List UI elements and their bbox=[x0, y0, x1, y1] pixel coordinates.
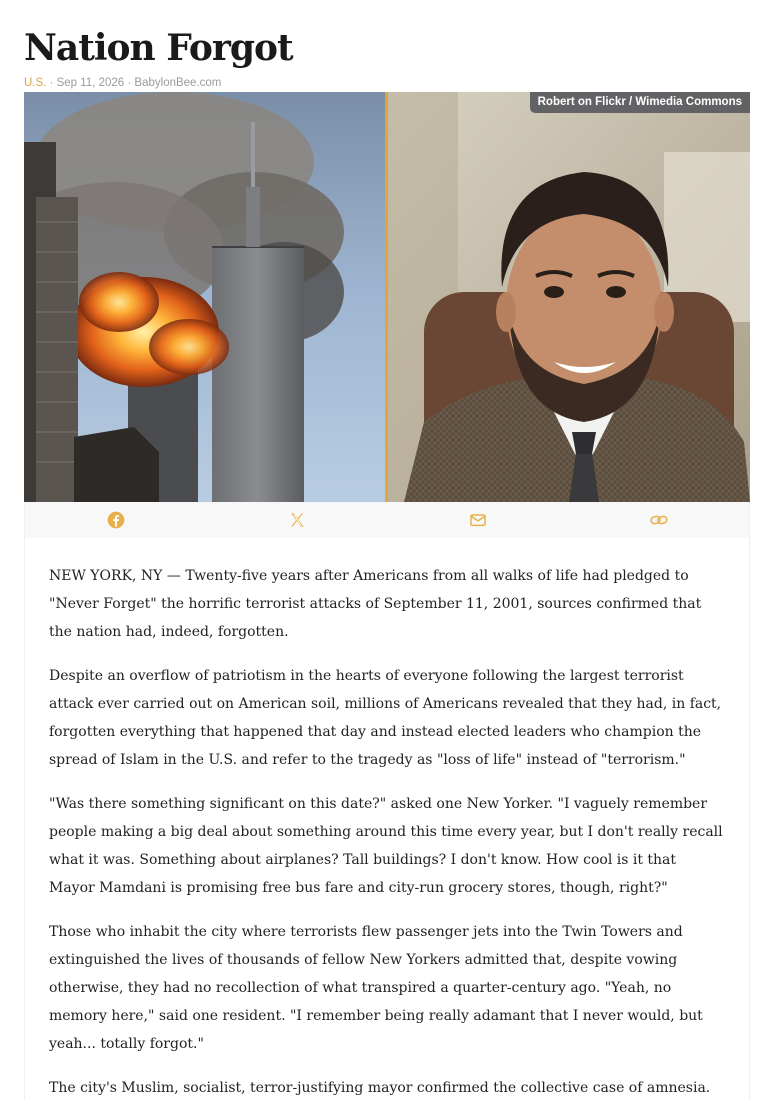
source-name: BabylonBee.com bbox=[134, 77, 222, 89]
hero-image-graphic bbox=[24, 92, 750, 502]
share-bar bbox=[24, 502, 750, 538]
portrait-photo bbox=[388, 92, 750, 502]
publish-date: Sep 11, 2026 bbox=[56, 77, 125, 89]
article-paragraph: NEW YORK, NY — Twenty-five years after Americans from all walks of life had pledged to "Never Forget" the horrific terrorist attacks of September 11, 2001, sources confirmed that the nation had, indeed, forgotten. bbox=[49, 568, 702, 640]
twin-towers-photo bbox=[24, 92, 386, 502]
article-paragraph: The city's Muslim, socialist, terror-justifying mayor confirmed the collective case of amnesia. bbox=[49, 1080, 711, 1096]
share-copy-link-button[interactable] bbox=[568, 502, 749, 538]
article-body bbox=[24, 538, 750, 1100]
link-icon bbox=[649, 510, 669, 530]
mail-icon bbox=[468, 510, 488, 530]
article-paragraph: "Was there something significant on this date?" asked one New Yorker. "I vaguely remember people making a big deal about something around this time every year, but I don't really recall what it was. Something about airplanes? Tall buildings? I don't know. How cool is it that Mayor Mamdani is promising free bus fare and city-run grocery stores, though, right?" bbox=[49, 796, 723, 896]
share-x-button[interactable] bbox=[206, 502, 387, 538]
image-credit[interactable]: Robert on Flickr / Wimedia Commons bbox=[530, 92, 750, 113]
meta-separator: · bbox=[46, 77, 57, 89]
meta-separator: · bbox=[124, 77, 135, 89]
article-meta bbox=[24, 77, 221, 89]
x-icon bbox=[287, 510, 307, 530]
share-email-button[interactable] bbox=[387, 502, 568, 538]
category-link[interactable]: U.S. bbox=[24, 77, 47, 89]
facebook-icon bbox=[106, 510, 126, 530]
hero-image bbox=[24, 92, 750, 502]
article-paragraph: Those who inhabit the city where terrorists flew passenger jets into the Twin Towers and extinguished the lives of thousands of fellow New Yorkers admitted that, despite vowing otherwise, they had no recollection of what transpired a quarter-century ago. "Yeah, no memory here," said one resident. "I remember being really adamant that I never would, but yeah... totally forgot." bbox=[49, 924, 703, 1052]
article-paragraph: Despite an overflow of patriotism in the hearts of everyone following the largest terrorist attack ever carried out on American soil, millions of Americans revealed that they had, in fact, forgotten everything that happened that day and instead elected leaders who champion the spread of Islam in the U.S. and refer to the tragedy as "loss of life" instead of "terrorism." bbox=[49, 668, 722, 768]
article-title: Nation Forgot bbox=[24, 27, 293, 69]
share-facebook-button[interactable] bbox=[25, 502, 206, 538]
